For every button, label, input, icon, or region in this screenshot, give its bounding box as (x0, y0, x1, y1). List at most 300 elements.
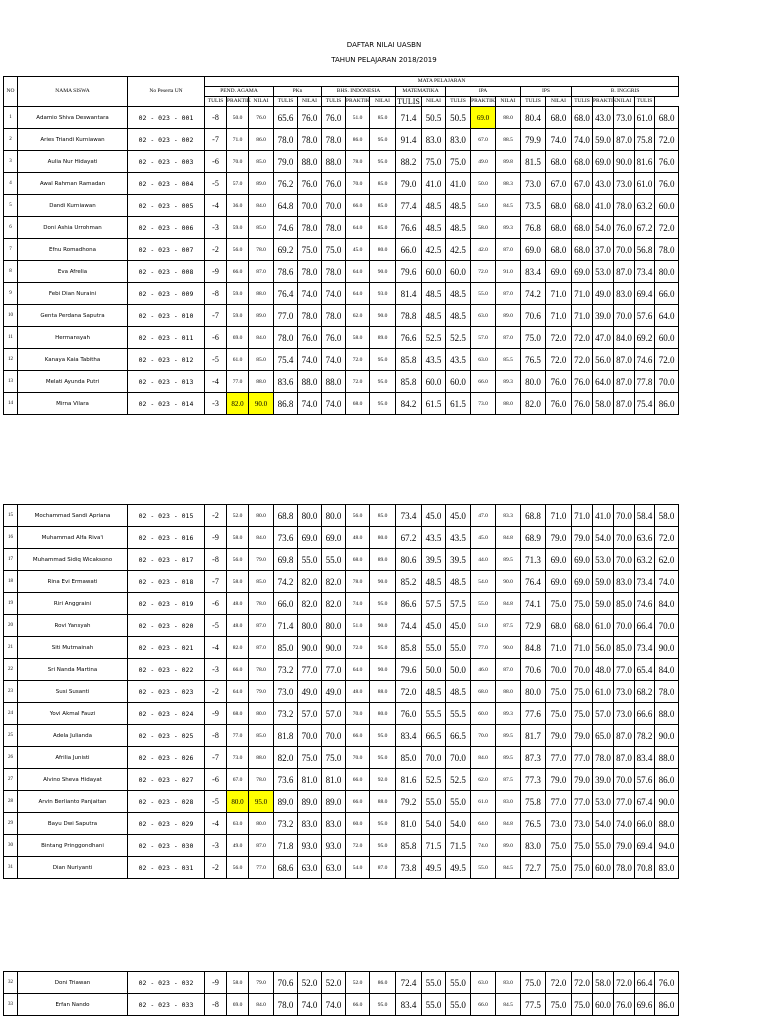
score-cell: 70.0 (471, 725, 496, 747)
score-cell: 88.0 (249, 371, 274, 393)
score-cell: 95.0 (370, 835, 396, 857)
score-cell: 41.0 (593, 195, 614, 217)
score-cell: 47.0 (593, 327, 614, 349)
score-cell: 79.9 (521, 129, 546, 151)
student-exam-no: 02 - 023 - 016 (128, 527, 205, 549)
score-cell: 85.0 (370, 107, 396, 129)
score-cell: 43.5 (446, 527, 471, 549)
header-subject: BHS. INDONESIA (322, 87, 396, 97)
student-name: Genta Perdana Saputra (18, 305, 128, 327)
score-cell: 48.5 (422, 195, 446, 217)
header-sub: NILAI (614, 97, 635, 107)
student-name: Efnu Romadhona (18, 239, 128, 261)
score-cell: 74.0 (322, 349, 346, 371)
score-cell: 82.0 (298, 593, 322, 615)
score-cell: 58.0 (227, 527, 249, 549)
student-name: Aulia Nur Hidayati (18, 151, 128, 173)
score-cell: 68.8 (521, 505, 546, 527)
score-cell: 60.0 (346, 813, 370, 835)
score-cell: 94.0 (655, 835, 679, 857)
score-cell: 77.0 (471, 637, 496, 659)
student-exam-no: 02 - 023 - 019 (128, 593, 205, 615)
student-no: 26 (4, 747, 18, 769)
score-cell: 87.0 (614, 349, 635, 371)
score-cell: 74.6 (635, 349, 655, 371)
student-no: 17 (4, 549, 18, 571)
score-cell: 79.0 (274, 151, 298, 173)
score-cell: 83.0 (446, 129, 471, 151)
score-cell: 75.0 (546, 681, 572, 703)
score-cell: 68.0 (546, 615, 572, 637)
score-cell: 55.0 (446, 637, 471, 659)
score-cell: 86.8 (274, 393, 298, 415)
score-cell: 69.0 (322, 527, 346, 549)
score-cell: 50.0 (446, 659, 471, 681)
score-cell: 48.0 (346, 527, 370, 549)
score-cell: 85.0 (249, 217, 274, 239)
score-cell: 70.0 (346, 747, 370, 769)
score-cell: 71.4 (274, 615, 298, 637)
score-cell: 68.0 (572, 239, 593, 261)
student-exam-no: 02 - 023 - 009 (128, 283, 205, 305)
score-cell: 77.0 (274, 305, 298, 327)
score-cell: 76.0 (614, 994, 635, 1016)
score-cell: 95.0 (370, 747, 396, 769)
header-sub: TULIS (205, 97, 227, 107)
score-cell: 66.6 (635, 703, 655, 725)
score-cell: 86.0 (249, 129, 274, 151)
student-name: Mochammad Sandi Apriana (18, 505, 128, 527)
score-cell: 74.0 (471, 835, 496, 857)
score-cell: 70.6 (521, 659, 546, 681)
score-cell: 83.4 (521, 261, 546, 283)
score-cell: 72.0 (655, 217, 679, 239)
score-cell: 46.0 (471, 659, 496, 681)
score-cell: 70.0 (614, 549, 635, 571)
score-cell: 69.2 (274, 239, 298, 261)
score-cell: 76.0 (298, 107, 322, 129)
score-cell: 89.0 (322, 791, 346, 813)
score-cell: 71.3 (521, 549, 546, 571)
student-exam-no: 02 - 023 - 010 (128, 305, 205, 327)
score-cell: 86.0 (346, 129, 370, 151)
student-exam-suffix: -5 (205, 615, 227, 637)
score-cell: 74.2 (521, 283, 546, 305)
score-cell: 88.0 (370, 791, 396, 813)
student-exam-suffix: -3 (205, 659, 227, 681)
student-name: Hermansyah (18, 327, 128, 349)
score-cell: 78.0 (274, 327, 298, 349)
score-cell: 42.0 (471, 239, 496, 261)
score-cell: 65.6 (274, 107, 298, 129)
student-no: 32 (4, 972, 18, 994)
score-cell: 48.0 (227, 593, 249, 615)
student-exam-suffix: -4 (205, 637, 227, 659)
score-cell: 80.0 (249, 813, 274, 835)
score-cell: 43.0 (593, 173, 614, 195)
score-cell: 68.0 (572, 107, 593, 129)
student-exam-no: 02 - 023 - 029 (128, 813, 205, 835)
score-cell: 74.0 (298, 283, 322, 305)
score-cell: 75.8 (521, 791, 546, 813)
student-no: 14 (4, 393, 18, 415)
score-cell: 75.0 (298, 239, 322, 261)
score-cell: 85.0 (249, 725, 274, 747)
table-row (4, 239, 679, 261)
score-cell: 73.0 (521, 173, 546, 195)
student-no: 6 (4, 217, 18, 239)
score-cell: 76.0 (572, 393, 593, 415)
score-cell: 59.0 (227, 305, 249, 327)
score-cell: 45.0 (422, 505, 446, 527)
student-exam-suffix: -5 (205, 173, 227, 195)
score-cell: 72.0 (396, 681, 422, 703)
score-cell: 74.6 (274, 217, 298, 239)
score-cell: 44.0 (471, 549, 496, 571)
score-cell: 84.5 (496, 994, 521, 1016)
score-cell: 70.0 (614, 305, 635, 327)
header-sub: NILAI (370, 97, 396, 107)
score-cell: 73.4 (396, 505, 422, 527)
score-cell: 79.0 (249, 972, 274, 994)
score-cell: 95.0 (370, 393, 396, 415)
score-cell: 85.8 (396, 835, 422, 857)
student-exam-no: 02 - 023 - 020 (128, 615, 205, 637)
student-no: 8 (4, 261, 18, 283)
score-cell: 66.0 (346, 725, 370, 747)
score-cell: 84.0 (655, 659, 679, 681)
student-no: 24 (4, 703, 18, 725)
student-exam-suffix: -4 (205, 813, 227, 835)
score-cell: 88.0 (249, 283, 274, 305)
table-row (4, 305, 679, 327)
score-cell: 74.0 (346, 593, 370, 615)
score-cell: 78.0 (322, 305, 346, 327)
score-cell: 79.0 (572, 769, 593, 791)
header-subject: IPA (446, 87, 521, 97)
score-cell: 60.0 (593, 994, 614, 1016)
score-cell: 70.0 (346, 703, 370, 725)
score-cell: 95.0 (370, 994, 396, 1016)
score-cell: 57.0 (227, 173, 249, 195)
student-exam-no: 02 - 023 - 033 (128, 994, 205, 1016)
score-cell: 80.0 (322, 615, 346, 637)
score-cell: 84.0 (249, 327, 274, 349)
score-cell: 72.0 (546, 327, 572, 349)
score-cell: 39.5 (422, 549, 446, 571)
score-cell: 72.0 (655, 527, 679, 549)
score-cell: 75.0 (572, 857, 593, 879)
score-cell: 85.0 (370, 217, 396, 239)
student-name: Adamio Shiva Deswantara (18, 107, 128, 129)
score-cell: 73.2 (274, 703, 298, 725)
score-cell: 45.0 (346, 239, 370, 261)
score-cell: 80.0 (249, 703, 274, 725)
score-cell: 93.0 (322, 835, 346, 857)
score-cell: 77.4 (396, 195, 422, 217)
score-cell: 79.0 (614, 835, 635, 857)
score-cell: 39.5 (446, 549, 471, 571)
score-cell: 76.0 (546, 393, 572, 415)
score-cell: 76.0 (655, 972, 679, 994)
score-cell: 69.4 (635, 283, 655, 305)
student-name: Doni Triawan (18, 972, 128, 994)
score-cell: 70.0 (655, 615, 679, 637)
score-cell: 85.2 (396, 571, 422, 593)
student-exam-suffix: -2 (205, 505, 227, 527)
score-cell: 67.4 (635, 791, 655, 813)
score-cell: 83.0 (655, 857, 679, 879)
student-exam-no: 02 - 023 - 028 (128, 791, 205, 813)
score-cell: 89.0 (249, 305, 274, 327)
header-sub: TULIS (635, 97, 655, 107)
score-cell: 73.6 (274, 769, 298, 791)
score-cell: 69.6 (635, 994, 655, 1016)
score-cell: 53.0 (593, 791, 614, 813)
score-cell: 70.0 (614, 527, 635, 549)
score-table-page-2 (3, 504, 679, 879)
score-cell: 84.5 (496, 857, 521, 879)
score-cell: 48.5 (446, 305, 471, 327)
student-exam-suffix: -9 (205, 527, 227, 549)
student-no: 15 (4, 505, 18, 527)
student-exam-suffix: -8 (205, 107, 227, 129)
score-cell: 72.4 (396, 972, 422, 994)
score-cell: 51.0 (346, 107, 370, 129)
score-cell: 75.0 (546, 835, 572, 857)
score-cell: 52.5 (422, 327, 446, 349)
score-cell: 90.0 (655, 725, 679, 747)
score-cell: 82.0 (322, 593, 346, 615)
score-cell: 42.5 (446, 239, 471, 261)
score-cell: 87.0 (614, 261, 635, 283)
score-cell: 68.0 (546, 195, 572, 217)
score-cell: 68.6 (274, 857, 298, 879)
score-cell: 43.5 (422, 349, 446, 371)
score-cell: 76.0 (298, 327, 322, 349)
score-cell: 83.4 (396, 725, 422, 747)
score-cell: 52.0 (346, 972, 370, 994)
score-cell: 63.0 (471, 349, 496, 371)
score-cell: 92.0 (370, 769, 396, 791)
score-cell: 63.0 (471, 972, 496, 994)
score-cell: 56.0 (227, 549, 249, 571)
score-cell: 69.0 (298, 527, 322, 549)
student-name: Awal Rahman Ramadan (18, 173, 128, 195)
score-cell: 85.0 (249, 571, 274, 593)
score-cell: 75.0 (546, 857, 572, 879)
score-cell: 78.6 (274, 261, 298, 283)
score-cell: 95.0 (370, 349, 396, 371)
score-cell: 89.0 (298, 791, 322, 813)
score-cell: 76.6 (396, 217, 422, 239)
student-exam-suffix: -8 (205, 994, 227, 1016)
score-cell: 52.0 (298, 972, 322, 994)
score-cell: 73.2 (274, 659, 298, 681)
score-cell: 76.0 (396, 703, 422, 725)
score-cell: 88.0 (496, 107, 521, 129)
score-cell: 57.0 (298, 703, 322, 725)
score-cell: 86.6 (396, 593, 422, 615)
score-cell: 70.0 (614, 615, 635, 637)
score-cell: 78.0 (346, 571, 370, 593)
score-cell: 88.0 (655, 813, 679, 835)
score-cell: 78.0 (593, 747, 614, 769)
student-exam-suffix: -6 (205, 327, 227, 349)
student-exam-no: 02 - 023 - 013 (128, 371, 205, 393)
student-exam-suffix: -2 (205, 857, 227, 879)
table-row (4, 129, 679, 151)
score-cell: 79.0 (546, 725, 572, 747)
student-name: Bintang Pringgondhani (18, 835, 128, 857)
score-cell: 48.5 (446, 571, 471, 593)
score-cell: 85.0 (396, 747, 422, 769)
score-cell: 72.9 (521, 615, 546, 637)
score-cell: 74.0 (322, 994, 346, 1016)
student-exam-no: 02 - 023 - 006 (128, 217, 205, 239)
score-cell: 72.0 (614, 972, 635, 994)
score-cell: 42.5 (422, 239, 446, 261)
student-exam-no: 02 - 023 - 030 (128, 835, 205, 857)
student-exam-suffix: -4 (205, 195, 227, 217)
header-sub: NILAI (298, 97, 322, 107)
score-cell: 73.0 (471, 393, 496, 415)
score-cell: 82.0 (227, 637, 249, 659)
score-cell: 78.0 (274, 994, 298, 1016)
score-cell: 66.0 (346, 994, 370, 1016)
score-cell: 89.3 (496, 703, 521, 725)
score-cell: 87.0 (249, 615, 274, 637)
score-cell: 78.0 (249, 659, 274, 681)
student-no: 11 (4, 327, 18, 349)
score-cell: 61.0 (227, 349, 249, 371)
student-exam-suffix: -7 (205, 305, 227, 327)
student-no: 22 (4, 659, 18, 681)
score-cell: 80.0 (249, 505, 274, 527)
score-cell: 76.0 (572, 371, 593, 393)
score-cell: 48.5 (422, 305, 446, 327)
score-cell: 80.6 (396, 549, 422, 571)
score-cell: 88.3 (496, 173, 521, 195)
score-cell: 52.5 (446, 327, 471, 349)
score-cell: 74.0 (546, 129, 572, 151)
student-no: 21 (4, 637, 18, 659)
student-no: 23 (4, 681, 18, 703)
student-no: 25 (4, 725, 18, 747)
score-cell: 50.5 (446, 107, 471, 129)
score-cell: 87.0 (496, 283, 521, 305)
student-name: Alvino Sheva Hidayat (18, 769, 128, 791)
student-exam-suffix: -9 (205, 972, 227, 994)
score-cell: 88.0 (298, 371, 322, 393)
score-cell: 70.0 (614, 239, 635, 261)
score-cell: 86.0 (655, 393, 679, 415)
score-cell: 43.0 (593, 107, 614, 129)
score-cell: 70.0 (298, 725, 322, 747)
score-cell: 68.0 (546, 217, 572, 239)
score-cell: 75.0 (572, 593, 593, 615)
score-cell: 59.0 (593, 571, 614, 593)
score-cell: 56.0 (593, 637, 614, 659)
score-cell: 77.8 (635, 371, 655, 393)
score-cell: 36.0 (227, 195, 249, 217)
score-cell: 82.0 (274, 747, 298, 769)
score-cell: 83.6 (274, 371, 298, 393)
score-cell: 72.0 (346, 835, 370, 857)
score-cell: 48.5 (422, 283, 446, 305)
score-cell: 80.4 (521, 107, 546, 129)
score-cell: 76.5 (521, 349, 546, 371)
score-cell: 70.0 (614, 505, 635, 527)
score-cell: 55.5 (446, 703, 471, 725)
score-cell: 49.0 (593, 283, 614, 305)
score-cell: 66.0 (346, 195, 370, 217)
score-cell: 88.5 (496, 129, 521, 151)
student-name: Siti Mutmainah (18, 637, 128, 659)
score-cell: 76.0 (249, 107, 274, 129)
score-cell: 85.5 (496, 349, 521, 371)
score-cell: 77.0 (249, 857, 274, 879)
score-cell: 75.0 (322, 239, 346, 261)
score-cell: 78.0 (274, 129, 298, 151)
score-cell: 67.2 (396, 527, 422, 549)
student-name: Rina Evi Ermawati (18, 571, 128, 593)
score-cell: 90.0 (298, 637, 322, 659)
score-cell: 95.0 (370, 151, 396, 173)
score-cell: 66.5 (446, 725, 471, 747)
header-sub: PRAKTIK (227, 97, 249, 107)
student-name: Muhammad Sidiq Wicaksono (18, 549, 128, 571)
score-cell: 48.5 (446, 681, 471, 703)
score-cell: 95.0 (370, 813, 396, 835)
score-cell: 77.3 (521, 769, 546, 791)
score-cell: 85.0 (370, 195, 396, 217)
student-exam-suffix: -9 (205, 261, 227, 283)
score-cell: 64.0 (593, 371, 614, 393)
score-cell: 69.0 (227, 327, 249, 349)
score-cell: 43.5 (446, 349, 471, 371)
score-cell: 75.0 (422, 151, 446, 173)
score-cell: 76.2 (274, 173, 298, 195)
score-cell: 67.0 (471, 129, 496, 151)
score-cell: 67.0 (227, 769, 249, 791)
score-cell: 89.5 (496, 747, 521, 769)
student-no: 29 (4, 813, 18, 835)
table-row (4, 571, 679, 593)
score-cell: 70.0 (227, 151, 249, 173)
header-sub: TULIS (274, 97, 298, 107)
score-cell: 69.0 (572, 261, 593, 283)
score-cell: 84.0 (471, 747, 496, 769)
score-cell: 82.0 (322, 571, 346, 593)
score-cell: 63.0 (471, 305, 496, 327)
score-cell: 67.0 (572, 173, 593, 195)
score-cell: 71.0 (572, 505, 593, 527)
score-cell: 61.0 (635, 173, 655, 195)
score-cell: 77.5 (521, 994, 546, 1016)
student-name: Kanaya Kaia Tabitha (18, 349, 128, 371)
score-cell: 61.5 (422, 393, 446, 415)
score-cell: 65.4 (635, 659, 655, 681)
student-exam-suffix: -8 (205, 725, 227, 747)
score-cell: 89.0 (496, 305, 521, 327)
score-cell: 60.0 (446, 261, 471, 283)
table-row (4, 195, 679, 217)
score-cell: 73.4 (635, 261, 655, 283)
score-cell: 85.8 (396, 349, 422, 371)
score-cell: 76.0 (546, 371, 572, 393)
score-cell: 72.0 (471, 261, 496, 283)
